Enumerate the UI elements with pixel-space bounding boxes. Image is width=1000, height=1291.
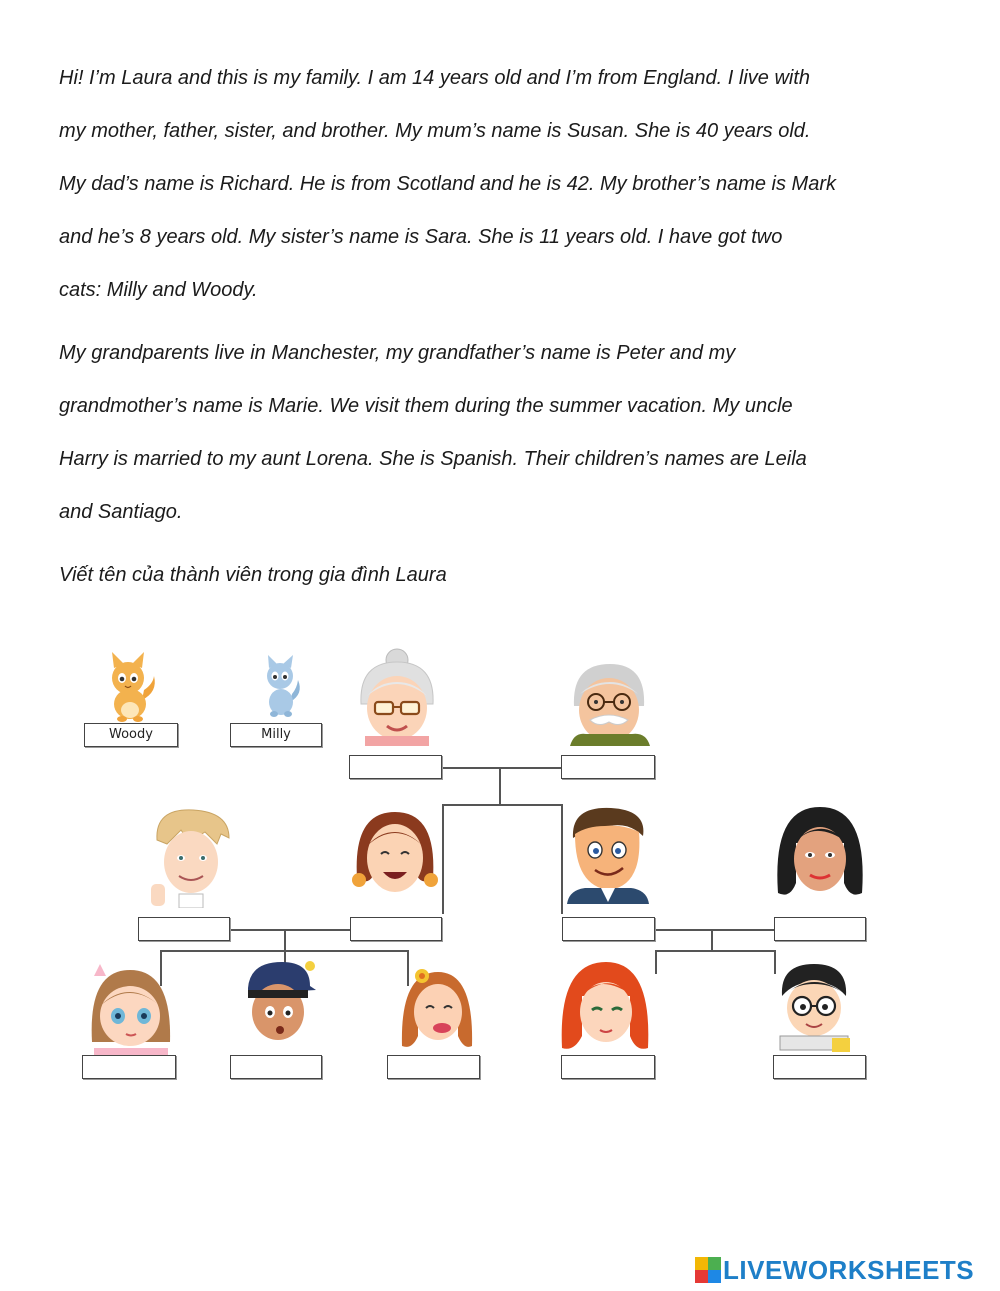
answer-box-boy-with-cap[interactable] [230,1055,322,1079]
story-paragraph-2 [59,327,959,539]
logo-mark-cell [708,1270,721,1283]
tree-connector [230,929,350,931]
answer-box-girl-with-flower[interactable] [387,1055,480,1079]
tree-connector [561,804,563,914]
blond-man-portrait [145,804,235,908]
blue-cat-portrait [260,654,304,718]
answer-box-grandfather[interactable] [561,755,655,779]
boy-with-cap-portrait [244,960,318,1046]
tree-connector [499,767,501,804]
answer-box-red-haired-girl[interactable] [561,1055,655,1079]
cat-name-label-woody: Woody [84,723,178,747]
story-line: and Santiago. [59,501,183,523]
answer-box-pink-hat-girl[interactable] [82,1055,176,1079]
answer-box-boy-with-glasses[interactable] [773,1055,866,1079]
grandmother-portrait [355,648,439,746]
liveworksheets-logo-icon [695,1257,721,1283]
answer-box-blond-man[interactable] [138,917,230,941]
liveworksheets-logo [695,1253,974,1287]
story-line: my mother, father, sister, and brother. My mum’s name is Susan. She is 40 years old. [59,120,811,142]
boy-with-glasses-portrait [776,962,852,1052]
story-paragraph-1 [59,52,959,317]
tree-connector [284,929,286,950]
story-line: Harry is married to my aunt Lorena. She is Spanish. Their children’s names are Leila [59,448,807,470]
tree-connector [711,929,713,950]
orange-cat-portrait [104,652,160,722]
red-haired-girl-portrait [560,958,650,1052]
grandfather-portrait [566,656,652,746]
instruction-line: Viết tên của thành viên trong gia đình Laura [59,564,447,586]
liveworksheets-logo-text: LIVEWORKSHEETS [723,1254,975,1285]
tree-connector [655,950,657,974]
answer-box-black-haired-woman[interactable] [774,917,866,941]
tree-connector [442,804,444,914]
story-line: cats: Milly and Woody. [59,279,258,301]
logo-mark-cell [708,1257,721,1270]
brown-haired-woman-portrait [351,806,439,902]
story-line: grandmother’s name is Marie. We visit them during the summer vacation. My uncle [59,395,793,417]
family-tree [0,640,1000,1100]
story-line: Hi! I’m Laura and this is my family. I am 14 years old and I’m from England. I live with [59,67,811,89]
cat-name-label-milly: Milly [230,723,322,747]
man-in-suit-portrait [565,804,651,904]
black-haired-woman-portrait [772,803,868,903]
story-line: My grandparents live in Manchester, my grandfather’s name is Peter and my [59,342,736,364]
logo-mark-cell [695,1270,708,1283]
tree-connector [655,950,774,952]
story-line: and he’s 8 years old. My sister’s name is Sara. She is 11 years old. I have got two [59,226,783,248]
story-line: My dad’s name is Richard. He is from Scotland and he is 42. My brother’s name is Mark [59,173,836,195]
tree-connector [655,929,774,931]
girl-with-flower-portrait [400,966,476,1050]
answer-box-brown-haired-woman[interactable] [350,917,442,941]
logo-mark-cell [695,1257,708,1270]
tree-connector [442,804,561,806]
instruction-text [59,549,959,602]
answer-box-grandmother[interactable] [349,755,442,779]
tree-connector [442,767,561,769]
answer-box-man-in-suit[interactable] [562,917,655,941]
pink-hat-girl-portrait [86,962,176,1058]
